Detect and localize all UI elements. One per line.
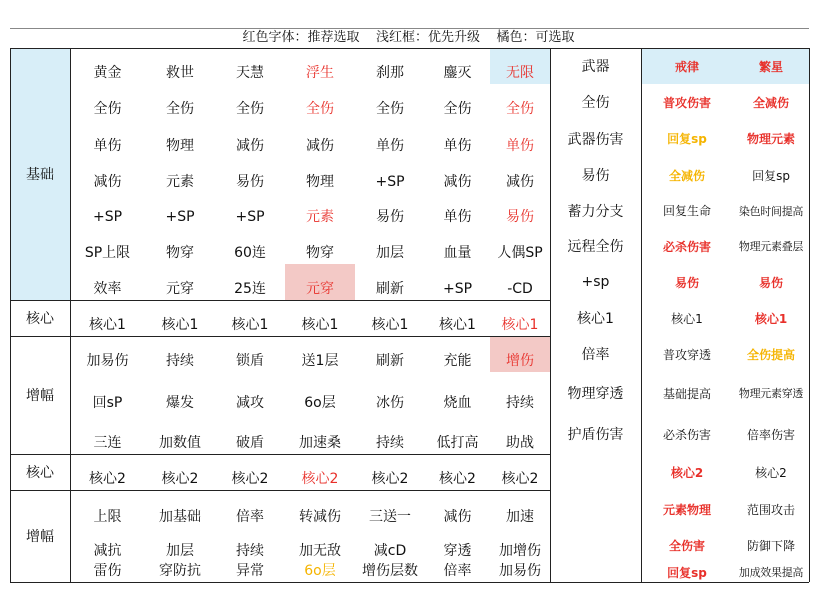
weapon-cell: 加成效果提高: [738, 566, 804, 579]
table-cell: 刹那: [376, 65, 404, 81]
grid-line: [641, 48, 642, 582]
table-cell: 送1层: [301, 353, 339, 369]
weapon-cell: 核心1: [754, 311, 788, 326]
table-cell: 减伤: [443, 509, 472, 525]
table-cell: 浮生: [306, 65, 334, 81]
table-cell: 核心1: [231, 317, 269, 333]
table-cell: 易伤: [376, 209, 404, 225]
legend: [10, 29, 807, 47]
weapon-cell: [550, 528, 641, 562]
weapon-cell: 全减伤: [752, 95, 789, 110]
table-cell: -CD: [507, 281, 533, 297]
grid-line: [10, 490, 550, 491]
weapon-cell: 戒律: [674, 59, 699, 74]
table-cell: 加层: [166, 543, 194, 559]
table-cell: 人偶SP: [497, 245, 543, 261]
table-cell: 物穿: [166, 245, 194, 261]
weapon-cell: 回复sp: [667, 132, 707, 146]
table-cell: 单伤: [506, 138, 534, 154]
table-cell: 核心2: [501, 471, 539, 487]
table-cell: 减伤: [93, 174, 122, 190]
weapon-cell: [550, 562, 641, 582]
section-label: 核心: [26, 311, 54, 327]
table-cell: 减伤: [443, 174, 472, 190]
table-cell: 全伤: [443, 101, 472, 117]
table-cell: 加易伤: [499, 563, 541, 579]
legend-red-font: 红色字体：推荐选取: [242, 30, 360, 45]
table-cell: 加层: [376, 245, 404, 261]
table-cell: 烧血: [443, 395, 472, 411]
table-cell: 减cD: [373, 543, 407, 559]
weapon-cell: 必杀伤害: [662, 239, 711, 254]
table-cell: 6o层: [304, 563, 336, 579]
table-cell: 核心1: [301, 317, 339, 333]
table-cell: 穿防抗: [159, 563, 201, 579]
grid-line: [70, 48, 71, 582]
table-cell: 穿透: [443, 543, 472, 559]
table-cell: 加速: [506, 509, 534, 525]
table-cell: 鏖灭: [443, 65, 472, 81]
table-cell: 核心2: [301, 471, 339, 487]
table-cell: 持续: [236, 543, 264, 559]
weapon-cell: 必杀伤害: [662, 427, 711, 442]
table-cell: 锁盾: [236, 353, 264, 369]
table-cell: 核心1: [439, 317, 476, 333]
weapon-cell: 物理元素叠层: [738, 240, 804, 253]
weapon-cell: 物理穿透: [567, 386, 624, 402]
table-cell: 倍率: [443, 563, 472, 579]
table-cell: 单伤: [443, 209, 472, 225]
table-cell: SP上限: [84, 245, 131, 261]
table-cell: 助战: [506, 435, 534, 451]
table-cell: 易伤: [506, 209, 534, 225]
weapon-cell: 回复生命: [662, 204, 711, 218]
weapon-cell: 易伤: [758, 275, 783, 290]
table-cell: 物理: [306, 174, 334, 190]
weapon-cell: 普攻穿透: [662, 347, 711, 362]
table-cell: 元素: [166, 174, 194, 190]
grid-line: [10, 336, 550, 337]
table-cell: 加基础: [159, 509, 201, 525]
table-cell: 天慧: [236, 65, 264, 81]
grid-line: [10, 28, 809, 29]
table-cell: 全伤: [236, 101, 264, 117]
weapon-cell: 全伤提高: [746, 347, 795, 362]
table-cell: 元穿: [166, 281, 194, 297]
weapon-cell: 物理元素穿透: [738, 387, 804, 400]
grid-line: [10, 48, 11, 582]
table-cell: 元穿: [306, 281, 334, 297]
table-cell: 破盾: [236, 435, 264, 451]
weapon-cell: 核心2: [755, 465, 787, 480]
table-cell: 加速桑: [299, 435, 341, 451]
table-cell: 持续: [376, 435, 404, 451]
weapon-cell: 元素物理: [662, 502, 711, 517]
table-cell: 核心2: [231, 471, 269, 487]
weapon-cell: [550, 490, 641, 528]
table-cell: 元素: [306, 209, 334, 225]
legend-pink-box: 浅红框：优先升级: [375, 30, 480, 45]
section-label: 增幅: [26, 529, 54, 545]
weapon-cell: 防御下降: [746, 538, 795, 553]
weapon-cell: 核心2: [670, 465, 704, 480]
weapon-cell: 蓄力分支: [567, 203, 624, 220]
table-cell: 加增伤: [499, 543, 541, 559]
table-cell: 雷伤: [93, 563, 122, 579]
table-cell: 物理: [166, 138, 194, 154]
weapon-cell: [550, 454, 641, 490]
grid-line: [550, 48, 551, 582]
table-cell: 效率: [93, 281, 122, 297]
table-cell: 刷新: [376, 281, 404, 297]
table-cell: 60连: [234, 245, 266, 261]
table-cell: 单伤: [443, 138, 472, 154]
table-cell: 无限: [506, 65, 534, 81]
table-cell: 黄金: [93, 65, 122, 81]
table-cell: 核心2: [439, 471, 476, 487]
weapon-cell: 全伤: [581, 95, 610, 111]
weapon-cell: 染色时间提高: [738, 204, 804, 218]
table-cell: 异常: [236, 563, 264, 579]
weapon-cell: 倍率: [581, 347, 610, 363]
weapon-cell: 全减伤: [668, 168, 705, 183]
legend-orange: 橘色：可选取: [496, 30, 575, 45]
table-cell: 核心1: [89, 317, 126, 333]
table-cell: 核心1: [501, 317, 539, 333]
table-cell: 核心1: [161, 317, 199, 333]
table-cell: 三连: [93, 435, 122, 451]
table-cell: 增伤: [506, 353, 534, 369]
weapon-cell: 全伤害: [668, 538, 705, 553]
table-cell: 减伤: [236, 138, 264, 154]
table-cell: +SP: [165, 209, 195, 225]
table-cell: 救世: [166, 65, 194, 81]
grid-line: [809, 48, 810, 582]
table-cell: 持续: [166, 353, 194, 369]
table-cell: 核心2: [371, 471, 409, 487]
weapon-cell: 倍率伤害: [746, 427, 795, 442]
table-cell: 全伤: [506, 101, 534, 117]
table-cell: 减攻: [236, 395, 264, 411]
weapon-cell: 回复sp: [752, 168, 790, 183]
weapon-cell: 普攻伤害: [662, 95, 711, 110]
table-cell: 核心2: [161, 471, 199, 487]
weapon-cell: 武器: [581, 59, 610, 75]
table-cell: +SP: [92, 209, 123, 225]
table-cell: 增伤层数: [362, 563, 418, 579]
table-cell: 25连: [234, 281, 266, 297]
table-cell: 加无敌: [299, 543, 341, 559]
grid-line: [550, 48, 809, 49]
section-label: 增幅: [26, 388, 54, 404]
table-cell: +SP: [235, 209, 265, 225]
table-cell: 核心1: [371, 317, 409, 333]
table-cell: 血量: [443, 245, 472, 261]
table-cell: 单伤: [93, 138, 122, 154]
weapon-cell: 范围攻击: [746, 502, 795, 517]
weapon-cell: 繁星: [758, 59, 783, 74]
table-cell: 持续: [506, 395, 534, 411]
weapon-cell: 远程全伤: [567, 239, 624, 255]
weapon-cell: 武器伤害: [567, 131, 624, 148]
table-cell: 加数值: [159, 435, 201, 451]
table-cell: +SP: [442, 281, 473, 297]
table-cell: 减抗: [93, 543, 122, 559]
table-cell: 减伤: [306, 138, 334, 154]
table-cell: 三送一: [369, 509, 411, 525]
table-cell: 低打高: [436, 435, 479, 451]
table-cell: 全伤: [306, 101, 334, 117]
weapon-cell: 护盾伤害: [567, 427, 624, 443]
weapon-cell: 核心1: [577, 311, 614, 327]
table-cell: 转减伤: [299, 509, 341, 525]
table-cell: 物穿: [306, 245, 334, 261]
table-cell: 全伤: [166, 101, 194, 117]
weapon-cell: 易伤: [581, 168, 610, 184]
table-cell: 单伤: [376, 138, 404, 154]
table-cell: 全伤: [93, 101, 122, 117]
grid-line: [10, 454, 550, 455]
table-cell: 核心2: [89, 471, 126, 487]
grid-line: [10, 48, 550, 49]
weapon-cell: 易伤: [674, 275, 699, 290]
table-cell: 爆发: [166, 395, 194, 411]
table-cell: 倍率: [236, 509, 264, 525]
table-cell: 刷新: [376, 353, 404, 369]
table-cell: 易伤: [236, 174, 264, 190]
table-cell: 减伤: [506, 174, 534, 190]
weapon-cell: 核心1: [671, 311, 703, 326]
grid-line: [10, 300, 550, 301]
weapon-cell: 回复sp: [667, 565, 707, 580]
weapon-cell: 基础提高: [662, 386, 711, 401]
table-cell: 上限: [93, 509, 122, 525]
table-cell: 6o层: [304, 395, 336, 411]
table-cell: 加易伤: [86, 353, 129, 369]
section-label: 核心: [26, 465, 54, 481]
table-cell: +SP: [375, 174, 405, 190]
table-cell: 回sP: [92, 395, 123, 411]
grid-line: [10, 582, 809, 583]
section-label: 基础: [26, 167, 54, 183]
weapon-cell: +sp: [581, 274, 610, 290]
weapon-cell: 物理元素: [746, 132, 795, 146]
table-cell: 全伤: [376, 101, 404, 117]
table-cell: 冰伤: [376, 395, 404, 411]
table-cell: 充能: [443, 353, 472, 369]
